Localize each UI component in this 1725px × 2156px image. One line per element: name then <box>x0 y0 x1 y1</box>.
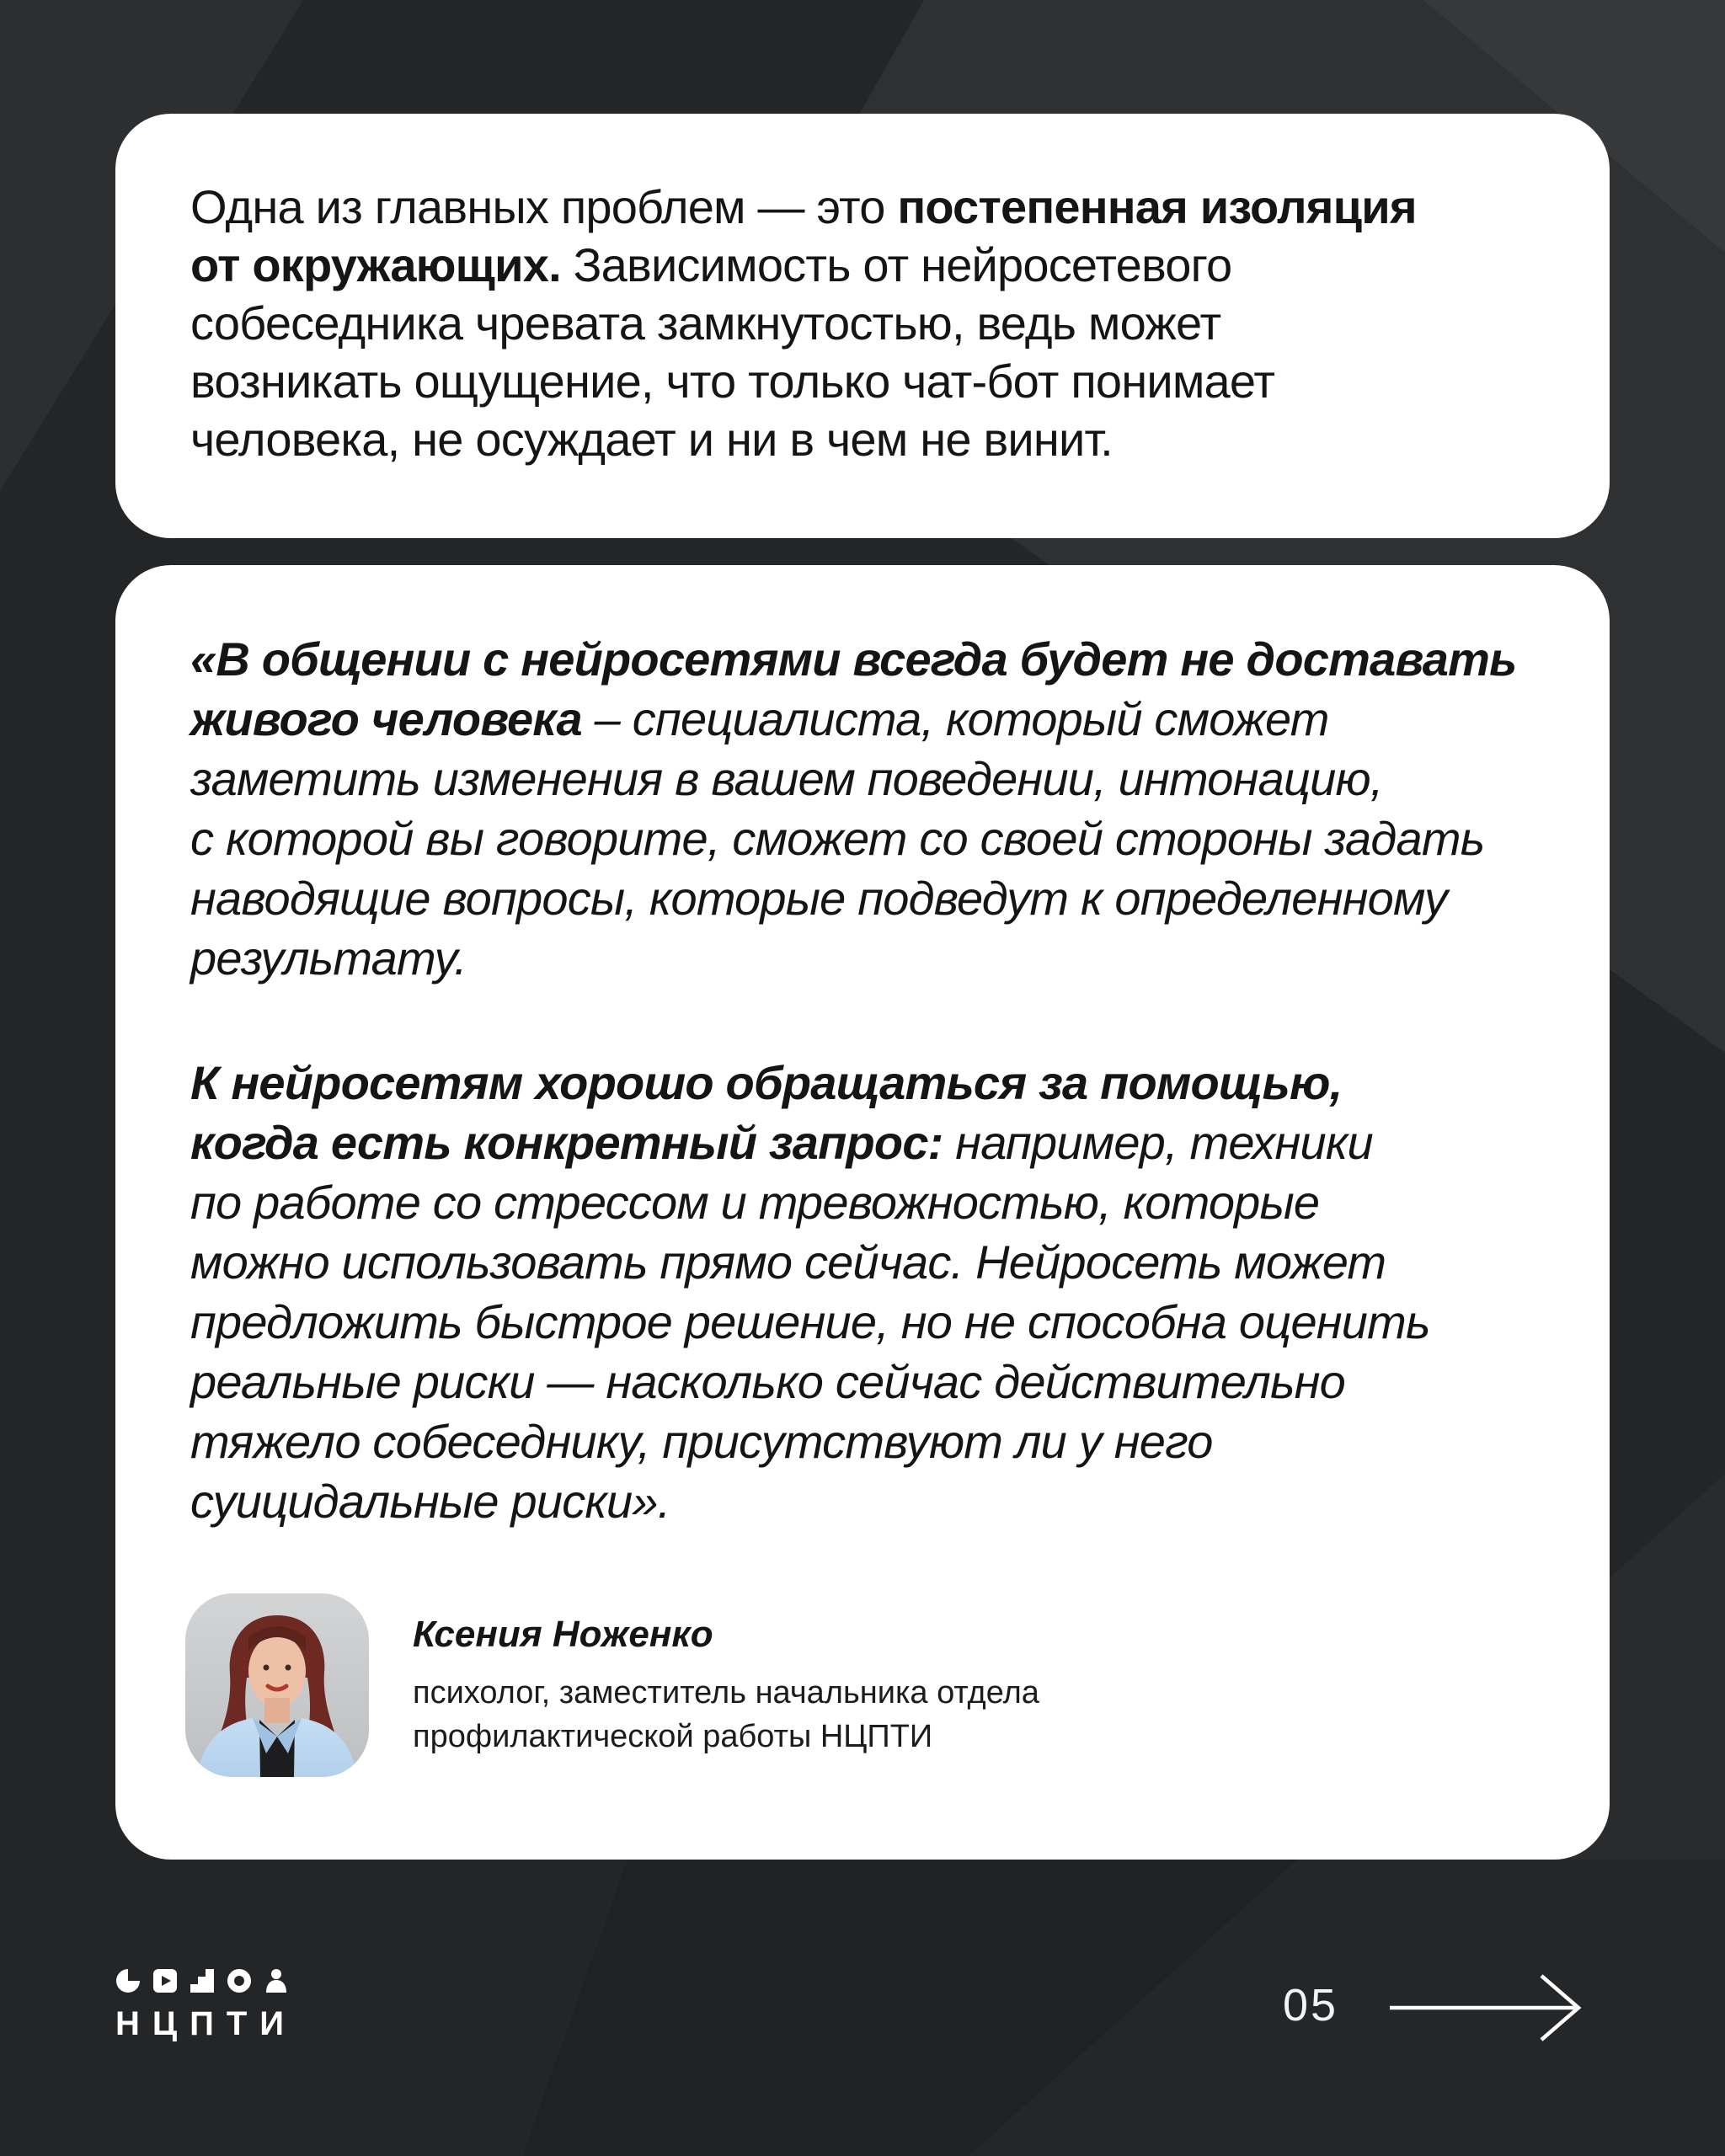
text-line <box>190 1053 1430 1113</box>
text-line <box>190 1412 1430 1471</box>
text-segment: предложить быстрое решение, но не способна оценить <box>190 1295 1430 1348</box>
text-line <box>190 689 1517 749</box>
text-segment: Одна из главных проблем — это <box>190 180 898 233</box>
text-segment: наводящие вопросы, которые подведут к определенному <box>190 872 1448 925</box>
text-segment: собеседника чревата замкнутостью, ведь может <box>190 296 1221 350</box>
page-number: 05 <box>1283 1980 1339 2031</box>
text-segment: с которой вы говорите, сможет со своей стороны задать <box>190 812 1485 865</box>
author-photo-illustration <box>185 1593 369 1777</box>
text-segment: – специалиста, который сможет <box>581 692 1329 745</box>
text-line <box>190 1172 1430 1232</box>
stairs-icon <box>190 1968 215 1993</box>
pie-chart-icon <box>115 1968 141 1993</box>
text-line <box>190 629 1517 689</box>
nctpi-logo <box>115 1968 318 2043</box>
text-segment: К нейросетям хорошо обращаться за помощью, <box>190 1056 1343 1109</box>
text-line <box>190 1352 1430 1412</box>
text-segment: когда есть конкретный запрос: <box>190 1116 943 1169</box>
problem-paragraph <box>190 178 1417 468</box>
author-title <box>413 1671 1039 1758</box>
quote-paragraph-2 <box>190 1053 1430 1531</box>
text-segment: реальные риски — насколько сейчас действительно <box>190 1355 1345 1408</box>
author-block <box>185 1593 1533 1777</box>
play-icon <box>152 1968 178 1993</box>
text-segment: «В общении с нейросетями всегда будет не доставать <box>190 632 1517 686</box>
text-line <box>190 352 1417 410</box>
text-segment: суицидальные риски». <box>190 1475 670 1528</box>
text-segment: возникать ощущение, что только чат-бот понимает <box>190 355 1275 408</box>
text-segment: постепенная изоляция <box>897 180 1417 233</box>
quote-card <box>115 565 1610 1860</box>
next-arrow[interactable] <box>1388 1971 1587 2045</box>
text-line <box>190 1113 1430 1172</box>
text-line <box>190 410 1417 468</box>
text-line <box>190 294 1417 352</box>
text-line <box>190 808 1517 868</box>
text-line <box>413 1715 1039 1758</box>
author-photo <box>185 1593 369 1777</box>
text-line <box>190 928 1517 988</box>
text-segment: по работе со стрессом и тревожностью, которые <box>190 1176 1320 1229</box>
logo-icon-row <box>115 1968 318 1993</box>
text-segment: результату. <box>190 931 467 985</box>
text-line <box>413 1671 1039 1715</box>
text-line <box>190 1292 1430 1352</box>
text-line <box>190 868 1517 928</box>
text-segment: человека, не осуждает и ни в чем не винит. <box>190 413 1113 466</box>
person-icon <box>264 1968 289 1993</box>
text-segment: тяжело собеседнику, присутствуют ли у него <box>190 1415 1213 1468</box>
logo-wordmark: НЦПТИ <box>115 2005 297 2042</box>
text-line <box>190 1471 1430 1531</box>
text-segment: от окружающих. <box>190 238 561 291</box>
problem-card <box>115 114 1610 538</box>
text-line <box>190 236 1417 294</box>
text-segment: психолог, заместитель начальника отдела <box>413 1675 1039 1710</box>
text-segment: можно использовать прямо сейчас. Нейросеть может <box>190 1235 1386 1289</box>
text-line <box>190 749 1517 808</box>
author-name: Ксения Ноженко <box>413 1614 713 1655</box>
text-segment: Зависимость от нейросетевого <box>560 238 1232 291</box>
text-segment: живого человека <box>190 692 582 745</box>
text-segment: профилактической работы НЦПТИ <box>413 1719 933 1754</box>
text-line <box>190 1232 1430 1292</box>
text-segment: заметить изменения в вашем поведении, интонацию, <box>190 752 1383 805</box>
text-line <box>190 178 1417 236</box>
ring-icon <box>227 1968 252 1993</box>
text-segment: например, техники <box>943 1116 1373 1169</box>
quote-paragraph-1 <box>190 629 1517 988</box>
